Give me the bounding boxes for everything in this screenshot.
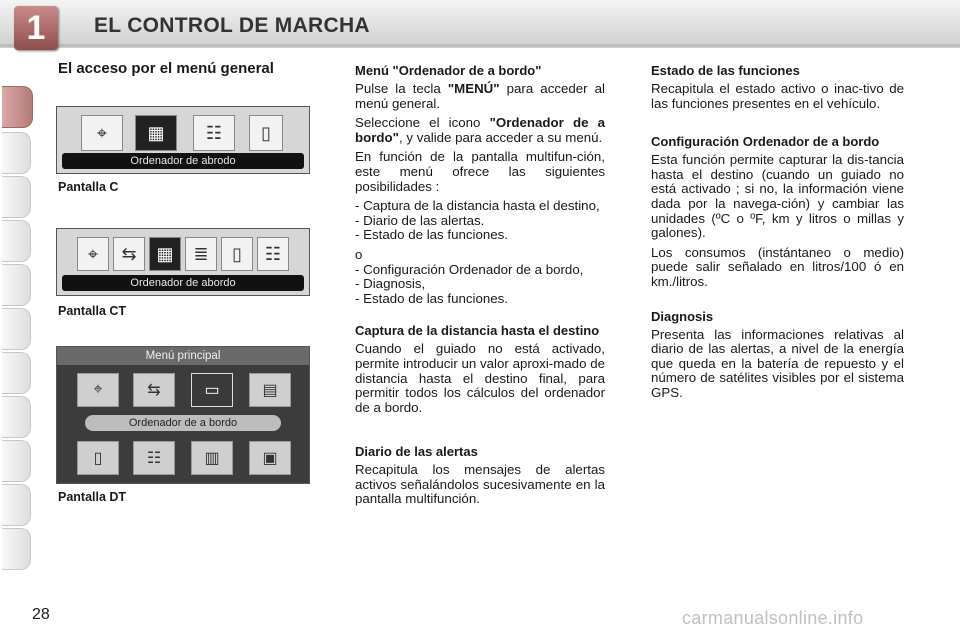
chapter-tab-11[interactable] <box>2 528 31 570</box>
options-list-2 <box>355 263 605 307</box>
page-number: 28 <box>32 606 50 623</box>
chapter-tab-3[interactable] <box>2 176 31 218</box>
settings-sliders-icon: ☷ <box>133 441 175 475</box>
screen-dt-title: Menú principal <box>57 347 309 365</box>
screen-c-label: Ordenador de abrodo <box>62 153 304 169</box>
chapter-tab-2[interactable] <box>2 132 31 174</box>
diagnosis-paragraph: Presenta las informaciones relativas al diario de las alertas, a nivel de la energía que queda en la batería de repuesto y el número de satélites visibles por el sistema GPS. <box>651 326 904 400</box>
screen-dt-caption: Pantalla DT <box>58 490 127 504</box>
settings-sliders-icon: ☷ <box>257 237 289 271</box>
menu-paragraph-2 <box>355 116 605 145</box>
screen-c-caption: Pantalla C <box>58 180 119 194</box>
section-heading: El acceso por el menú general <box>58 60 274 77</box>
display-icon: ▣ <box>249 441 291 475</box>
menu-paragraph-1 <box>355 82 605 111</box>
audio-icon: ≣ <box>185 237 217 271</box>
navigation-icon: ⌖ <box>81 115 123 151</box>
chapter-badge: 1 <box>14 6 58 50</box>
text: para acceder al menú general. <box>355 81 605 111</box>
chapter-tab-5[interactable] <box>2 264 31 306</box>
settings-sliders-icon: ☷ <box>193 115 235 151</box>
options-list-1 <box>355 199 605 243</box>
chapter-tab-9[interactable] <box>2 440 31 482</box>
chapter-tab-1[interactable] <box>2 86 33 128</box>
list-item: - Diagnosis, <box>355 276 426 292</box>
chapter-tab-4[interactable] <box>2 220 31 262</box>
route-icon: ⇆ <box>133 373 175 407</box>
navigation-icon: ⌖ <box>77 237 109 271</box>
text: , y valide para acceder a su menú. <box>398 129 603 145</box>
config-heading: Configuración Ordenador de a bordo <box>651 134 880 150</box>
route-icon: ⇆ <box>113 237 145 271</box>
trip-computer-icon: ▦ <box>135 115 177 151</box>
phone-icon: ▯ <box>221 237 253 271</box>
chapter-tab-10[interactable] <box>2 484 31 526</box>
list-item: - Diario de las alertas. <box>355 212 485 228</box>
screen-dt-image <box>56 346 310 484</box>
diagnosis-heading: Diagnosis <box>651 308 714 324</box>
status-heading: Estado de las funciones <box>651 63 800 78</box>
menu-heading: Menú "Ordenador de a bordo" <box>355 63 542 78</box>
page-title: EL CONTROL DE MARCHA <box>94 14 370 37</box>
text: Pulse la tecla <box>355 81 448 96</box>
distance-paragraph: Cuando el guiado no está activado, permite introducir un valor aproxi-mado de distancia hasta el destino final, para permitir todos los cálculos del ordenador de a bordo. <box>355 341 605 415</box>
chapter-tab-6[interactable] <box>2 308 31 350</box>
chapter-tab-8[interactable] <box>2 396 31 438</box>
alerts-heading: Diario de las alertas <box>355 444 478 460</box>
chapter-tabs <box>0 62 34 582</box>
phone-icon: ▯ <box>77 441 119 475</box>
or-text: o <box>355 246 363 262</box>
screen-dt-label: Ordenador de a bordo <box>85 415 281 431</box>
list-item: - Estado de las funciones. <box>355 227 509 243</box>
menu-paragraph-3: En función de la pantalla multifun-ción, este menú ofrece las siguientes posibilidades : <box>355 149 605 194</box>
trip-computer-icon: ▦ <box>149 237 181 271</box>
distance-heading: Captura de la distancia hasta el destino <box>355 323 600 339</box>
icon-name: "Ordenador de a bordo" <box>355 115 605 145</box>
middle-column <box>355 64 605 512</box>
document-icon: ▤ <box>249 373 291 407</box>
screen-ct-image <box>56 228 310 296</box>
menu-key-name: "MENÚ" <box>447 81 500 96</box>
list-item: - Estado de las funciones. <box>355 290 509 306</box>
watermark: carmanualsonline.info <box>682 608 864 628</box>
map-icon: ▥ <box>191 441 233 475</box>
navigation-icon: ⌖ <box>77 373 119 407</box>
screen-c-image <box>56 106 310 174</box>
status-paragraph: Recapitula el estado activo o inac-tivo de las funciones presentes en el vehículo. <box>651 81 904 111</box>
screen-ct-label: Ordenador de abordo <box>62 275 304 291</box>
chapter-tab-7[interactable] <box>2 352 31 394</box>
header-divider <box>0 44 960 47</box>
trip-computer-icon: ▭ <box>191 373 233 407</box>
alerts-paragraph: Recapitula los mensajes de alertas activos señalándolos sucesivamente en la pantalla multifunción. <box>355 462 605 507</box>
screen-ct-caption: Pantalla CT <box>58 304 127 318</box>
list-item: - Configuración Ordenador de a bordo, <box>355 261 584 277</box>
right-column <box>651 64 904 406</box>
phone-icon: ▯ <box>249 115 283 151</box>
config-paragraph-2: Los consumos (instántaneo o medio) puede salir señalado en litros/100 ó en km./litros. <box>651 244 904 289</box>
text: Seleccione el icono <box>355 115 490 131</box>
list-item: - Captura de la distancia hasta el destino, <box>355 198 600 214</box>
config-paragraph-1: Esta función permite capturar la dis-tancia hasta el destino (cuando un guiado no está activado ; si no, la información viene dada por la navega-ción) y cambiar las unidades (ºC o ºF, km y litros o millas y galones). <box>651 152 904 241</box>
